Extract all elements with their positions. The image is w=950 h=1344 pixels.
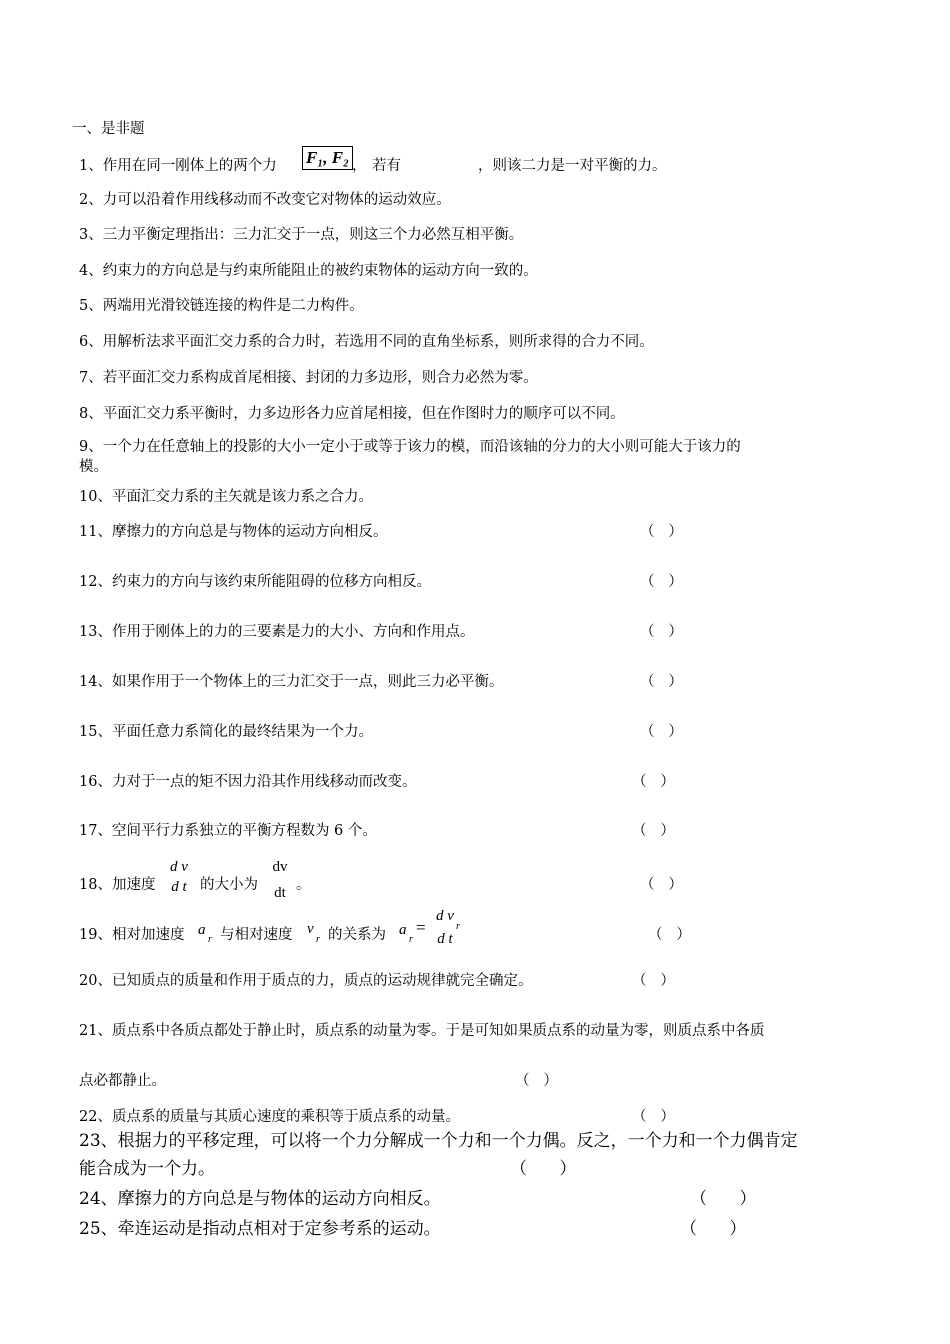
answer-parens-14: （ ）	[640, 674, 683, 690]
question-3: 3、三力平衡定理指出：三力汇交于一点，则这三个力必然互相平衡。	[79, 227, 524, 243]
question-8: 8、平面汇交力系平衡时，力多边形各力应首尾相接，但在作图时力的顺序可以不同。	[79, 406, 625, 422]
question-23-line-2: 能合成为一个力。	[79, 1159, 215, 1179]
question-18-frac-den: d t	[171, 879, 187, 895]
answer-parens-18: （ ）	[640, 877, 683, 893]
question-13: 13、作用于刚体上的力的三要素是力的大小、方向和作用点。	[79, 624, 475, 640]
question-1-text-a: 1、作用在同一刚体上的两个力	[79, 158, 277, 174]
answer-parens-23: （ ）	[510, 1159, 577, 1179]
question-19-a2-subscript: r	[409, 934, 413, 945]
question-20: 20、已知质点的质量和作用于质点的力，质点的运动规律就完全确定。	[79, 973, 533, 989]
question-1-text-b: 若有	[372, 158, 401, 174]
question-18-frac2-num: dv	[272, 859, 288, 875]
answer-parens-11: （ ）	[640, 524, 683, 540]
question-19-frac-num: d v	[436, 908, 454, 924]
answer-parens-13: （ ）	[640, 624, 683, 640]
question-22: 22、质点系的质量与其质心速度的乘积等于质点系的动量。	[79, 1109, 460, 1125]
question-21-line-1: 21、质点系中各质点都处于静止时，质点系的动量为零。于是可知如果质点系的动量为零，则质点系中各质	[79, 1023, 765, 1039]
question-7: 7、若平面汇交力系构成首尾相接、封闭的力多边形，则合力必然为零。	[79, 370, 538, 386]
question-19-v-symbol: v	[307, 921, 314, 937]
question-19-frac-den: d t	[437, 931, 453, 947]
question-18-text-b: 的大小为	[200, 877, 258, 893]
question-19-equals: =	[416, 918, 426, 937]
question-15: 15、平面任意力系简化的最终结果为一个力。	[79, 724, 373, 740]
answer-parens-15: （ ）	[640, 724, 683, 740]
answer-parens-16: （ ）	[632, 774, 675, 790]
question-9-line-1: 9、一个力在任意轴上的投影的大小一定小于或等于该力的模，而沿该轴的分力的大小则可能大于该力的	[79, 439, 741, 455]
answer-parens-17: （ ）	[632, 823, 675, 839]
question-4: 4、约束力的方向总是与约束所能阻止的被约束物体的运动方向一致的。	[79, 263, 538, 279]
question-18-frac-num: d v	[170, 859, 188, 875]
question-16: 16、力对于一点的矩不因力沿其作用线移动而改变。	[79, 774, 417, 790]
question-1-text-c: ，则该二力是一对平衡的力。	[478, 158, 667, 174]
question-21-line-2: 点必都静止。	[79, 1073, 166, 1089]
question-19-a-subscript: r	[208, 934, 212, 945]
question-19-text-c: 的关系为	[328, 927, 386, 943]
question-19-text-a: 19、相对加速度	[79, 927, 185, 943]
answer-parens-12: （ ）	[640, 574, 683, 590]
question-9-line-2: 模。	[79, 459, 108, 475]
answer-parens-19: （ ）	[648, 927, 691, 943]
question-11: 11、摩擦力的方向总是与物体的运动方向相反。	[79, 524, 388, 540]
question-18-text-c: 。	[296, 877, 311, 893]
section-title: 一、是非题	[72, 121, 145, 137]
question-25: 25、牵连运动是指动点相对于定参考系的运动。	[79, 1219, 441, 1239]
question-19-v-subscript: r	[316, 934, 320, 945]
answer-parens-22: （ ）	[632, 1109, 675, 1125]
question-19-frac-superscript: r	[456, 921, 460, 932]
answer-parens-24: （ ）	[690, 1189, 757, 1209]
question-6: 6、用解析法求平面汇交力系的合力时，若选用不同的直角坐标系，则所求得的合力不同。	[79, 334, 654, 350]
answer-parens-21: （ ）	[515, 1073, 558, 1089]
question-19-text-b: 与相对速度	[220, 927, 293, 943]
question-1-comma: ，	[352, 158, 367, 174]
question-18-text-a: 18、加速度	[79, 877, 156, 893]
question-24: 24、摩擦力的方向总是与物体的运动方向相反。	[79, 1189, 441, 1209]
question-10: 10、平面汇交力系的主矢就是该力系之合力。	[79, 489, 373, 505]
question-5: 5、两端用光滑铰链连接的构件是二力构件。	[79, 298, 364, 314]
question-19-a-symbol: a	[198, 922, 206, 938]
question-14: 14、如果作用于一个物体上的三力汇交于一点，则此三力必平衡。	[79, 674, 504, 690]
question-1-formula: F₁, F₂	[302, 146, 353, 170]
question-12: 12、约束力的方向与该约束所能阻碍的位移方向相反。	[79, 574, 431, 590]
answer-parens-25: （ ）	[680, 1219, 747, 1239]
question-19-a2-symbol: a	[399, 922, 407, 938]
question-17: 17、空间平行力系独立的平衡方程数为 6 个。	[79, 823, 377, 839]
question-2: 2、力可以沿着作用线移动而不改变它对物体的运动效应。	[79, 192, 451, 208]
question-18-frac2-den: dt	[274, 885, 286, 901]
question-23-line-1: 23、根据力的平移定理，可以将一个力分解成一个力和一个力偶。反之，一个力和一个力偶肯定	[79, 1131, 798, 1151]
answer-parens-20: （ ）	[632, 973, 675, 989]
